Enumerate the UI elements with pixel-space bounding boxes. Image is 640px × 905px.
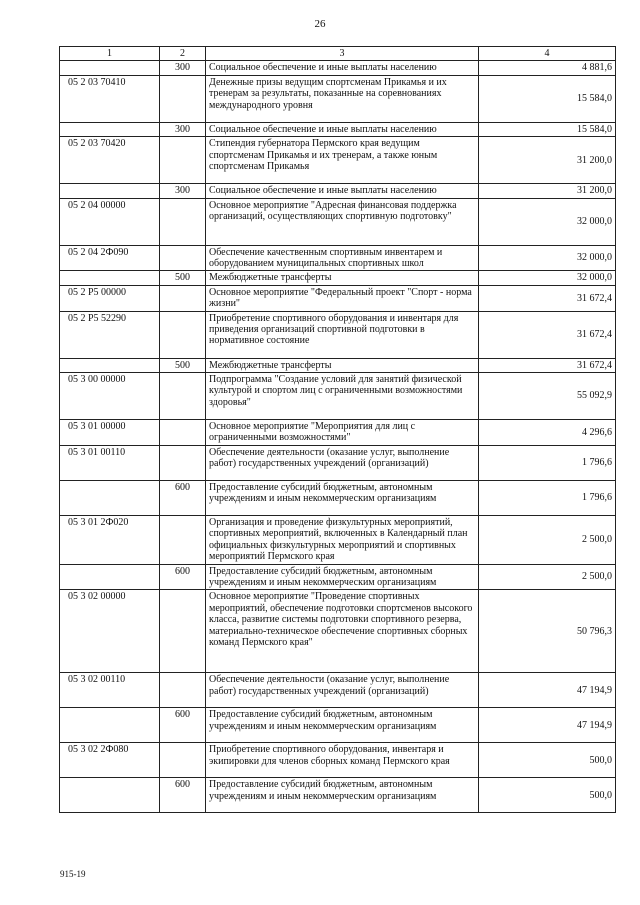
header-col-3: 3: [206, 47, 479, 61]
row-name: Социальное обеспечение и иные выплаты населению: [206, 61, 479, 75]
row-amount: 32 000,0: [479, 245, 616, 271]
row-kvr: [160, 198, 206, 245]
row-amount: 31 200,0: [479, 184, 616, 198]
row-code: 05 3 01 2Ф020: [60, 515, 160, 564]
row-code: 05 3 02 00000: [60, 590, 160, 673]
row-amount: 4 296,6: [479, 420, 616, 446]
row-amount: 47 194,9: [479, 673, 616, 708]
footer-code: 915-19: [60, 869, 86, 879]
row-amount: 31 672,4: [479, 285, 616, 311]
row-kvr: 500: [160, 358, 206, 372]
row-amount: 2 500,0: [479, 515, 616, 564]
row-amount: 15 584,0: [479, 75, 616, 122]
table-row: [60, 564, 616, 590]
table-row: [60, 61, 616, 75]
row-code: 05 3 00 00000: [60, 373, 160, 420]
row-kvr: [160, 590, 206, 673]
row-kvr: 300: [160, 122, 206, 136]
row-name: Межбюджетные трансферты: [206, 271, 479, 285]
row-name: Предоставление субсидий бюджетным, автономным учреждениям и иным некоммерческим организациям: [206, 778, 479, 813]
table-row: [60, 708, 616, 743]
table-row: [60, 137, 616, 184]
budget-table: [59, 46, 616, 813]
row-amount: 31 672,4: [479, 358, 616, 372]
table-row: [60, 778, 616, 813]
table-row: [60, 271, 616, 285]
table-row: [60, 515, 616, 564]
table-row: [60, 480, 616, 515]
row-kvr: [160, 75, 206, 122]
row-kvr: [160, 137, 206, 184]
table-row: [60, 285, 616, 311]
table-row: [60, 743, 616, 778]
row-name: Подпрограмма "Создание условий для занятий физической культурой и спортом лиц с ограниченными возможностями здоровья": [206, 373, 479, 420]
row-kvr: 300: [160, 61, 206, 75]
table-row: [60, 358, 616, 372]
row-name: Социальное обеспечение и иные выплаты населению: [206, 184, 479, 198]
row-amount: 1 796,6: [479, 445, 616, 480]
row-code: [60, 480, 160, 515]
row-code: [60, 271, 160, 285]
row-amount: 2 500,0: [479, 564, 616, 590]
row-name: Обеспечение деятельности (оказание услуг, выполнение работ) государственных учреждений (организаций): [206, 673, 479, 708]
row-kvr: [160, 515, 206, 564]
row-kvr: 600: [160, 778, 206, 813]
row-code: [60, 708, 160, 743]
row-amount: 50 796,3: [479, 590, 616, 673]
row-name: Приобретение спортивного оборудования, инвентаря и экипировки для членов сборных команд Пермского края: [206, 743, 479, 778]
row-amount: 31 672,4: [479, 311, 616, 358]
table-row: [60, 420, 616, 446]
row-amount: 15 584,0: [479, 122, 616, 136]
row-code: 05 2 04 2Ф090: [60, 245, 160, 271]
header-col-4: 4: [479, 47, 616, 61]
row-code: [60, 122, 160, 136]
row-name: Основное мероприятие "Мероприятия для лиц с ограниченными возможностями": [206, 420, 479, 446]
row-kvr: [160, 743, 206, 778]
table-header-row: [60, 47, 616, 61]
row-name: Основное мероприятие "Федеральный проект "Спорт - норма жизни": [206, 285, 479, 311]
row-name: Стипендия губернатора Пермского края ведущим спортсменам Прикамья и их тренерам, а также юным спортсменам Прикамья: [206, 137, 479, 184]
row-code: 05 2 03 70420: [60, 137, 160, 184]
row-code: [60, 61, 160, 75]
row-name: Организация и проведение физкультурных мероприятий, спортивных мероприятий, включенных в Календарный план официальных физкультурных мероприятий и спортивных мероприятий Пермского края: [206, 515, 479, 564]
table-row: [60, 445, 616, 480]
table-row: [60, 198, 616, 245]
row-amount: 1 796,6: [479, 480, 616, 515]
row-name: Социальное обеспечение и иные выплаты населению: [206, 122, 479, 136]
row-kvr: 600: [160, 708, 206, 743]
row-name: Обеспечение качественным спортивным инвентарем и оборудованием муниципальных спортивных школ: [206, 245, 479, 271]
row-kvr: 300: [160, 184, 206, 198]
table-row: [60, 311, 616, 358]
row-code: 05 3 01 00000: [60, 420, 160, 446]
row-name: Основное мероприятие "Адресная финансовая поддержка организаций, осуществляющих спортивную подготовку": [206, 198, 479, 245]
row-code: 05 2 03 70410: [60, 75, 160, 122]
row-code: 05 3 01 00110: [60, 445, 160, 480]
page-number: 26: [314, 18, 326, 30]
row-kvr: 600: [160, 480, 206, 515]
table-row: [60, 75, 616, 122]
row-kvr: 600: [160, 564, 206, 590]
row-code: [60, 564, 160, 590]
table-row: [60, 184, 616, 198]
table-row: [60, 245, 616, 271]
row-name: Основное мероприятие "Проведение спортивных мероприятий, обеспечение подготовки спортсменов высокого класса, развитие системы подготовки спортивного резерва, материально-техническое обеспечение спортивных сборных команд Пермского края": [206, 590, 479, 673]
row-name: Межбюджетные трансферты: [206, 358, 479, 372]
row-code: [60, 778, 160, 813]
row-amount: 32 000,0: [479, 198, 616, 245]
row-kvr: [160, 673, 206, 708]
row-amount: 55 092,9: [479, 373, 616, 420]
row-code: 05 2 P5 52290: [60, 311, 160, 358]
row-kvr: [160, 445, 206, 480]
row-name: Денежные призы ведущим спортсменам Прикамья и их тренерам за результаты, показанные на соревнованиях международного уровня: [206, 75, 479, 122]
header-col-2: 2: [160, 47, 206, 61]
row-amount: 47 194,9: [479, 708, 616, 743]
row-name: Предоставление субсидий бюджетным, автономным учреждениям и иным некоммерческим организациям: [206, 480, 479, 515]
row-name: Предоставление субсидий бюджетным, автономным учреждениям и иным некоммерческим организациям: [206, 708, 479, 743]
row-name: Приобретение спортивного оборудования и инвентаря для приведения организаций спортивной подготовки в нормативное состояние: [206, 311, 479, 358]
row-kvr: 500: [160, 271, 206, 285]
row-kvr: [160, 311, 206, 358]
row-code: 05 2 P5 00000: [60, 285, 160, 311]
row-code: [60, 358, 160, 372]
row-amount: 32 000,0: [479, 271, 616, 285]
row-code: [60, 184, 160, 198]
row-code: 05 3 02 2Ф080: [60, 743, 160, 778]
row-amount: 31 200,0: [479, 137, 616, 184]
table-row: [60, 122, 616, 136]
row-kvr: [160, 285, 206, 311]
row-amount: 4 881,6: [479, 61, 616, 75]
header-col-1: 1: [60, 47, 160, 61]
table-row: [60, 673, 616, 708]
row-kvr: [160, 420, 206, 446]
row-code: 05 2 04 00000: [60, 198, 160, 245]
row-amount: 500,0: [479, 778, 616, 813]
row-kvr: [160, 245, 206, 271]
row-kvr: [160, 373, 206, 420]
row-amount: 500,0: [479, 743, 616, 778]
row-code: 05 3 02 00110: [60, 673, 160, 708]
row-name: Обеспечение деятельности (оказание услуг, выполнение работ) государственных учреждений (организаций): [206, 445, 479, 480]
table-row: [60, 373, 616, 420]
table-row: [60, 590, 616, 673]
row-name: Предоставление субсидий бюджетным, автономным учреждениям и иным некоммерческим организациям: [206, 564, 479, 590]
